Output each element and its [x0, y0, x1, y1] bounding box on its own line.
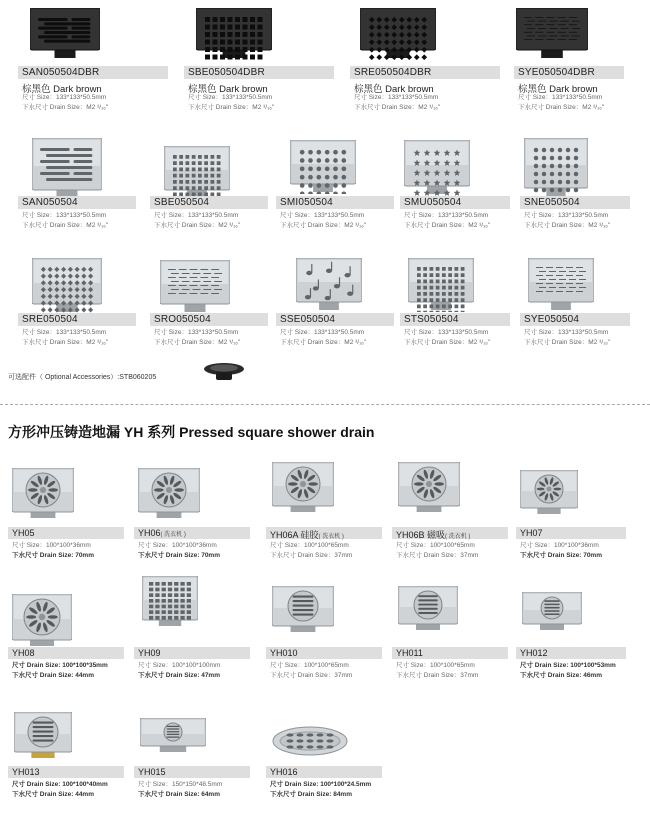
drain-spec: 下水尺寸 Drain Size：37mm	[396, 552, 479, 559]
product-code-text: YH06A 硅胶	[270, 530, 319, 540]
drain-plate-image	[196, 8, 272, 60]
accessory-stopper-image	[202, 360, 246, 382]
drain-plate-image	[360, 8, 436, 60]
drain-spec: 下水尺寸 Drain Size：M2 ³/₁₆"	[518, 104, 605, 111]
drain-spec: 下水尺寸 Drain Size：M2 ³/₁₆"	[524, 222, 611, 229]
product-code-text: YH06B 磁吸	[396, 530, 446, 540]
product-code-note: ( 洗衣机 )	[160, 532, 186, 538]
product-code-note: ( 洗衣机 )	[318, 534, 344, 540]
size-spec: 尺寸 Size：133*133*50.5mm	[524, 329, 609, 336]
product-code: SRE050504	[22, 314, 78, 325]
drain-spec: 下水尺寸 Drain Size: 44mm	[12, 672, 94, 679]
product-code-text: YH05	[12, 528, 35, 538]
section-title: 方形冲压铸造地漏 YH 系列 Pressed square shower drain	[8, 424, 375, 440]
color-label: 棕黑色 Dark brown	[518, 84, 598, 95]
size-spec: 尺寸 Size：133*133*50.5mm	[154, 329, 239, 336]
size-spec: 尺寸 Drain Size: 100*100*24.5mm	[270, 781, 372, 788]
drain-plate-image	[524, 138, 588, 198]
size-spec: 尺寸 Size：100*100*36mm	[12, 542, 91, 549]
optional-accessories-label: 可选配件（ Optional Accessories）:STB060205	[8, 374, 157, 381]
product-code-text: YH07	[520, 528, 543, 538]
drain-spec: 下水尺寸 Drain Size：37mm	[396, 672, 479, 679]
product-code: SMU050504	[404, 197, 462, 208]
product-code	[138, 648, 161, 658]
size-spec: 尺寸 Size：133*133*50.5mm	[404, 329, 489, 336]
product-code-note: ( 洗衣机 )	[445, 534, 471, 540]
drain-spec: 下水尺寸 Drain Size：M2 ³/₁₆"	[188, 104, 275, 111]
product-code	[396, 648, 423, 658]
drain-spec: 下水尺寸 Drain Size: 44mm	[12, 791, 94, 798]
product-code: SNE050504	[524, 197, 580, 208]
drain-plate-image	[272, 586, 334, 634]
product-code: SSE050504	[280, 314, 336, 325]
product-code	[12, 648, 35, 658]
product-code	[270, 648, 298, 658]
product-code-text: YH010	[270, 648, 298, 658]
product-code-text: YH08	[12, 648, 35, 658]
drain-plate-image	[408, 258, 474, 312]
product-code-text: YH09	[138, 648, 161, 658]
product-code: SAN050504	[22, 197, 78, 208]
size-spec: 尺寸 Size：100*100*36mm	[138, 542, 217, 549]
drain-spec: 下水尺寸 Drain Size：37mm	[270, 552, 353, 559]
product-code-text: YH011	[396, 648, 423, 658]
drain-spec: 下水尺寸 Drain Size：37mm	[270, 672, 353, 679]
size-spec: 尺寸 Drain Size: 100*100*40mm	[12, 781, 108, 788]
drain-spec: 下水尺寸 Drain Size: 70mm	[520, 552, 602, 559]
product-code: SRO050504	[154, 314, 211, 325]
size-spec: 尺寸 Size：150*150*48.5mm	[138, 781, 223, 788]
drain-plate-image	[164, 146, 230, 200]
product-code	[138, 528, 186, 538]
drain-spec: 下水尺寸 Drain Size：M2 ³/₁₆"	[280, 222, 367, 229]
product-code-text: YH013	[12, 767, 40, 777]
size-spec: 尺寸 Size：100*100*65mm	[270, 542, 349, 549]
color-label: 棕黑色 Dark brown	[22, 84, 102, 95]
drain-spec: 下水尺寸 Drain Size：M2 ³/₁₆"	[404, 339, 491, 346]
drain-plate-image	[160, 260, 230, 314]
product-code-text: YH012	[520, 648, 548, 658]
size-spec: 尺寸 Size：100*100*100mm	[138, 662, 221, 669]
drain-spec: 下水尺寸 Drain Size: 70mm	[138, 552, 220, 559]
size-spec: 尺寸 Size：133*133*50.5mm	[404, 212, 489, 219]
drain-plate-image	[140, 718, 206, 754]
size-spec: 尺寸 Size：133*133*50.5mm	[22, 94, 107, 101]
product-code	[270, 767, 298, 777]
size-spec: 尺寸 Size：100*100*65mm	[396, 542, 475, 549]
product-code-text: YH015	[138, 767, 166, 777]
drain-plate-image	[528, 258, 594, 312]
product-code: SAN050504DBR	[22, 67, 100, 78]
size-spec: 尺寸 Size：133*133*50.5mm	[22, 212, 107, 219]
size-spec: 尺寸 Size：133*133*50.5mm	[354, 94, 439, 101]
product-code	[520, 528, 543, 538]
color-label: 棕黑色 Dark brown	[188, 84, 268, 95]
product-code: SMI050504	[280, 197, 333, 208]
drain-plate-image	[32, 138, 102, 200]
section-divider	[0, 404, 650, 405]
drain-spec: 下水尺寸 Drain Size: 46mm	[520, 672, 602, 679]
product-code	[12, 528, 35, 538]
color-label: 棕黑色 Dark brown	[354, 84, 434, 95]
size-spec: 尺寸 Size：133*133*50.5mm	[518, 94, 603, 101]
product-code: STS050504	[404, 314, 459, 325]
drain-plate-image	[30, 8, 100, 60]
size-spec: 尺寸 Drain Size: 100*100*35mm	[12, 662, 108, 669]
size-spec: 尺寸 Size：133*133*50.5mm	[280, 212, 365, 219]
drain-plate-image	[272, 724, 348, 762]
product-code	[138, 767, 166, 777]
product-code	[270, 528, 344, 541]
product-code-text: YH016	[270, 767, 298, 777]
size-spec: 尺寸 Size：100*100*65mm	[396, 662, 475, 669]
drain-spec: 下水尺寸 Drain Size：M2 ³/₁₆"	[404, 222, 491, 229]
drain-spec: 下水尺寸 Drain Size：M2 ³/₁₆"	[524, 339, 611, 346]
product-code	[396, 528, 470, 541]
drain-spec: 下水尺寸 Drain Size: 47mm	[138, 672, 220, 679]
size-spec: 尺寸 Size：100*100*36mm	[520, 542, 599, 549]
drain-spec: 下水尺寸 Drain Size：M2 ³/₁₆"	[154, 222, 241, 229]
drain-plate-image	[272, 462, 334, 514]
product-code: SYE050504DBR	[518, 67, 595, 78]
drain-spec: 下水尺寸 Drain Size：M2 ³/₁₆"	[22, 222, 109, 229]
drain-plate-image	[290, 140, 356, 194]
product-code-text: YH06	[138, 528, 161, 538]
drain-plate-image	[522, 592, 582, 632]
drain-plate-image	[520, 470, 578, 516]
drain-spec: 下水尺寸 Drain Size：M2 ³/₁₆"	[22, 104, 109, 111]
drain-plate-image	[398, 586, 458, 632]
drain-spec: 下水尺寸 Drain Size：M2 ³/₁₆"	[154, 339, 241, 346]
drain-spec: 下水尺寸 Drain Size: 84mm	[270, 791, 352, 798]
drain-plate-image	[142, 576, 198, 628]
drain-plate-image	[516, 8, 588, 60]
product-code: SBE050504DBR	[188, 67, 265, 78]
drain-plate-image	[14, 712, 72, 760]
size-spec: 尺寸 Size：133*133*50.5mm	[22, 329, 107, 336]
product-code	[520, 648, 548, 658]
drain-plate-image	[296, 258, 362, 312]
product-code: SYE050504	[524, 314, 580, 325]
drain-plate-image	[404, 140, 470, 196]
drain-spec: 下水尺寸 Drain Size：M2 ³/₁₆"	[280, 339, 367, 346]
size-spec: 尺寸 Size：133*133*50.5mm	[280, 329, 365, 336]
size-spec: 尺寸 Size：133*133*50.5mm	[154, 212, 239, 219]
product-code: SRE050504DBR	[354, 67, 432, 78]
product-code	[12, 767, 40, 777]
drain-plate-image	[138, 468, 200, 520]
drain-spec: 下水尺寸 Drain Size：M2 ³/₁₆"	[354, 104, 441, 111]
drain-plate-image	[12, 594, 72, 648]
drain-spec: 下水尺寸 Drain Size: 64mm	[138, 791, 220, 798]
product-code: SBE050504	[154, 197, 210, 208]
size-spec: 尺寸 Size：133*133*50.5mm	[188, 94, 273, 101]
size-spec: 尺寸 Size：133*133*50.5mm	[524, 212, 609, 219]
drain-plate-image	[12, 468, 74, 520]
drain-spec: 下水尺寸 Drain Size：M2 ³/₁₆"	[22, 339, 109, 346]
drain-plate-image	[398, 462, 460, 514]
size-spec: 尺寸 Drain Size: 100*100*53mm	[520, 662, 616, 669]
drain-plate-image	[32, 258, 102, 314]
size-spec: 尺寸 Size：100*100*65mm	[270, 662, 349, 669]
drain-spec: 下水尺寸 Drain Size: 70mm	[12, 552, 94, 559]
